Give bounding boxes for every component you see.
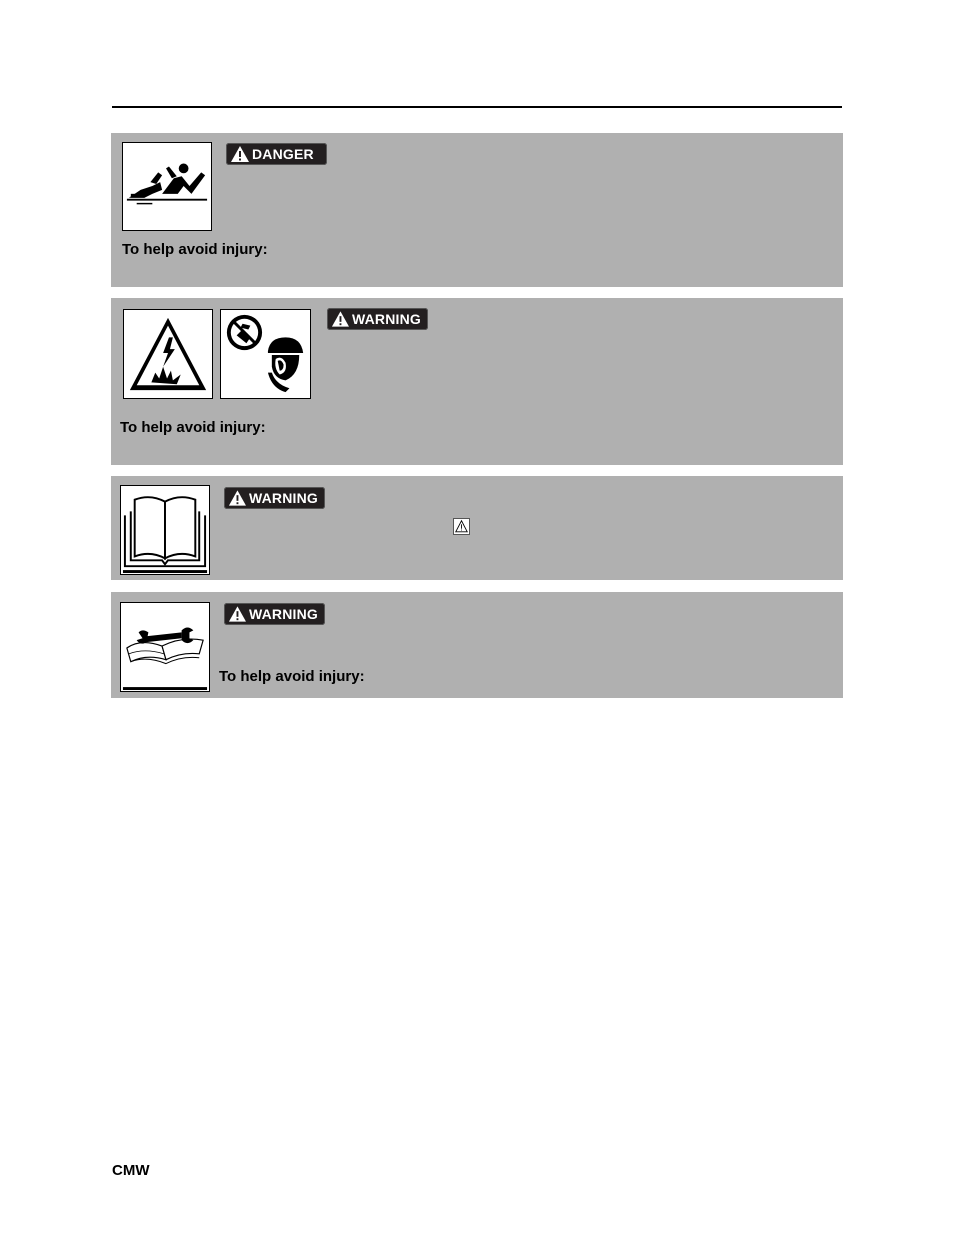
warning-notice-manual <box>111 476 843 580</box>
alert-triangle-icon <box>228 489 247 507</box>
signal-word: DANGER <box>252 146 314 162</box>
electrical-hazard-icon <box>124 310 212 398</box>
no-dig-phone-icon <box>221 310 310 398</box>
wrench-book-icon <box>121 603 209 691</box>
warning-notice-service <box>111 592 843 698</box>
service-manual-pictogram <box>120 602 210 692</box>
warning-badge <box>224 603 325 625</box>
avoid-injury-label: To help avoid injury: <box>120 419 266 436</box>
open-book-icon <box>121 486 209 574</box>
electrical-explosion-pictogram <box>123 309 213 399</box>
warning-notice-electrical <box>111 298 843 465</box>
inline-alert-icon <box>453 518 470 535</box>
danger-badge <box>226 143 327 165</box>
warning-badge <box>327 308 428 330</box>
alert-triangle-icon <box>331 310 350 328</box>
avoid-injury-label: To help avoid injury: <box>219 668 365 685</box>
crush-hazard-pictogram <box>122 142 212 231</box>
danger-notice <box>111 133 843 287</box>
warning-badge <box>224 487 325 509</box>
footer-label: CMW <box>112 1162 150 1179</box>
alert-triangle-icon <box>230 145 250 163</box>
header-rule <box>112 106 842 108</box>
signal-word: WARNING <box>351 311 421 327</box>
signal-word: WARNING <box>248 606 318 622</box>
crush-hazard-icon <box>123 143 211 230</box>
alert-triangle-icon <box>228 605 247 623</box>
avoid-injury-label: To help avoid injury: <box>122 241 268 258</box>
signal-word: WARNING <box>248 490 318 506</box>
call-before-dig-pictogram <box>220 309 311 399</box>
read-manual-pictogram <box>120 485 210 575</box>
